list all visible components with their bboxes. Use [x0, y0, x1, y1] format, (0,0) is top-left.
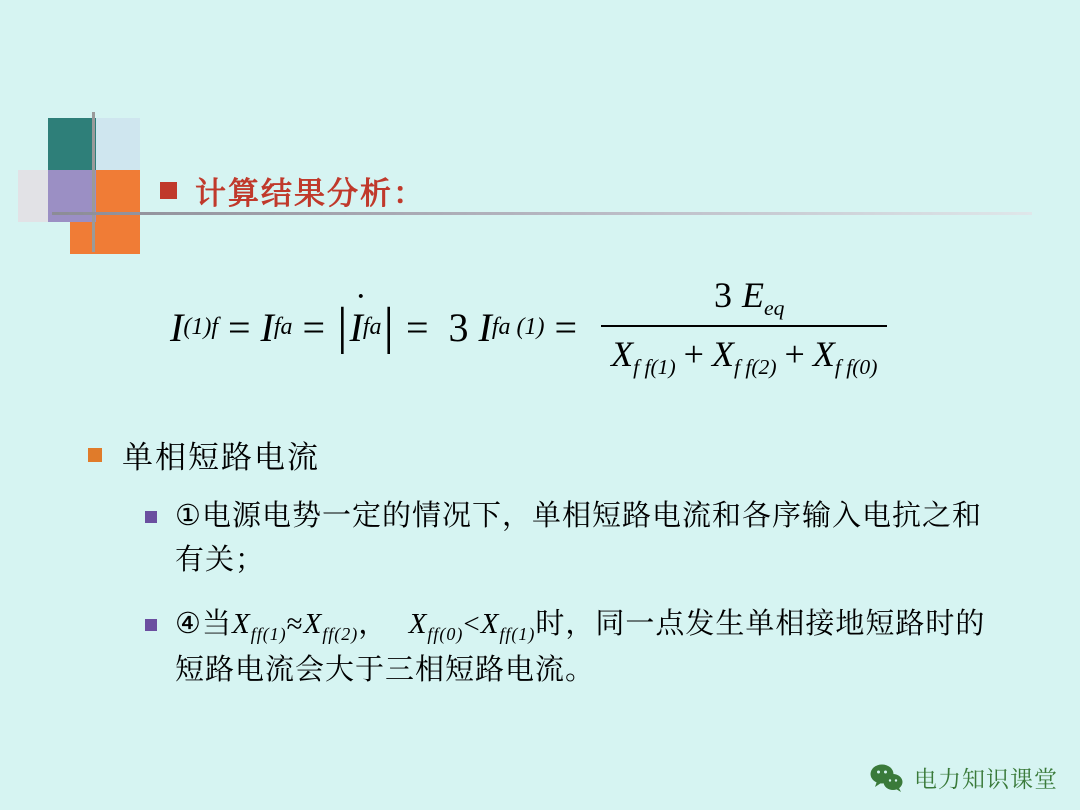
formula-abs-sub: fa	[362, 313, 382, 340]
formula-num-sub: eq	[764, 296, 785, 320]
bullet2-var4-sub: ff(1)	[499, 623, 536, 644]
bullet-marker-1: ①	[175, 498, 202, 532]
formula-lhs2-sub: fa	[273, 313, 293, 340]
formula-lhs1-var: I	[170, 304, 184, 350]
formula-fraction	[601, 274, 887, 380]
formula-lhs1-sub: f	[211, 313, 218, 340]
bullet2-suffix: 时，同一点发生单相接地短路时的短路电流会大于三相短路电流。	[175, 606, 986, 686]
bullet2-var2: X	[303, 608, 323, 640]
bullet2-var3: X	[408, 608, 428, 640]
bullet-level2-item-2	[145, 602, 1010, 691]
watermark	[870, 761, 1058, 794]
bullet2-var1: X	[232, 608, 251, 640]
formula-den3-var: X	[812, 334, 835, 374]
bullet2-var2-sub: ff(2)	[322, 623, 359, 644]
watermark-label: 电力知识课堂	[914, 767, 1058, 793]
formula-rhs-var: I	[478, 304, 492, 350]
formula-lhs1-sup: (1)	[183, 313, 212, 340]
bullet2-prefix: 当	[202, 606, 233, 640]
formula-block	[170, 262, 1010, 392]
formula-den-plus-2: +	[784, 334, 805, 374]
wechat-icon	[870, 763, 904, 793]
formula-equals-4: =	[554, 304, 578, 350]
formula-den3-sub: f f(0)	[834, 355, 878, 380]
page-title: 计算结果分析：	[195, 176, 426, 212]
formula-num-var: E	[742, 274, 765, 315]
formula-den-plus-1: +	[683, 334, 704, 374]
formula-coefficient: 3	[448, 304, 469, 350]
formula-lhs2-var: I	[260, 304, 274, 350]
title-bullet-icon	[160, 182, 177, 199]
formula-equals-3: =	[405, 304, 429, 350]
bullet2-var3-sub: ff(0)	[427, 623, 464, 644]
formula-den2-sub: f f(2)	[733, 355, 777, 380]
bullet2-approx: ≈	[286, 608, 304, 640]
deco-square-teal	[48, 118, 96, 176]
bullet2-comma: ，	[358, 606, 389, 640]
formula-den1-var: X	[611, 334, 634, 374]
deco-vertical-line	[92, 112, 95, 252]
bullet-marker-2: ④	[175, 606, 202, 640]
bullet-level2-item-1	[145, 494, 1010, 581]
formula-equals-2: =	[302, 304, 326, 350]
bullet-level1-label: 单相短路电流	[122, 440, 320, 476]
bullet2-var1-sub: ff(1)	[250, 623, 287, 644]
formula-abs-var: I ·	[350, 304, 363, 351]
formula-num-coef: 3	[714, 274, 733, 315]
title-underline	[52, 212, 1032, 215]
formula-numerator	[692, 274, 796, 325]
bullet-level2-label-1	[175, 494, 1010, 581]
slide-title-row	[160, 168, 426, 213]
deco-square-light-blue	[96, 118, 140, 176]
formula-den2-var: X	[711, 334, 734, 374]
bullet-text-1: 电源电势一定的情况下，单相短路电流和各序输入电抗之和有关；	[175, 498, 983, 576]
formula-rhs-sub: fa (1)	[491, 313, 545, 340]
deco-square-orange-bottom	[70, 222, 140, 254]
decorative-blocks	[18, 112, 178, 252]
bullet-level1	[88, 432, 320, 477]
formula-denominator	[601, 325, 887, 380]
formula-equals-1: =	[227, 304, 251, 350]
bullet2-lt: <	[463, 608, 481, 640]
bullet-square-orange-icon	[88, 448, 102, 462]
formula-line	[170, 262, 1010, 392]
bullet-square-purple-icon	[145, 511, 157, 523]
formula-abs-close: |	[383, 298, 394, 356]
formula-abs-open: |	[337, 298, 348, 356]
bullet-square-purple-icon-2	[145, 619, 157, 631]
bullet-level2-label-2	[175, 602, 1010, 691]
bullet2-var4: X	[480, 608, 500, 640]
formula-den1-sub: f f(1)	[633, 355, 676, 380]
